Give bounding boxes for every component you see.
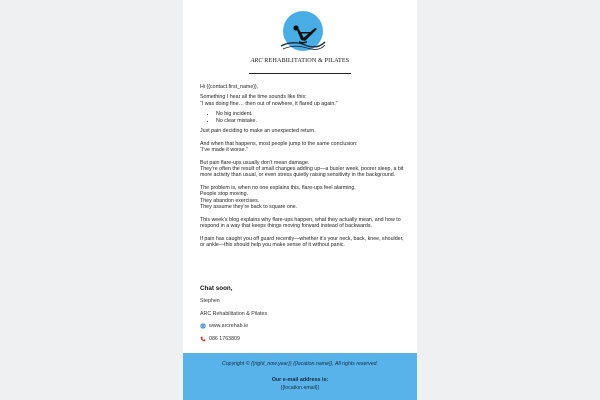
website-link[interactable]: www.arcrehab.ie [209,323,249,329]
list-item: • No big incident. [216,111,406,117]
paragraph: They’re often the result of small changes adding up—a busier week, poorer sleep, a bit more activity than usual, or even stress quietly raising sensitivity in the background. [200,166,404,179]
signoff-company: ARC Rehabilitation & Pilates [200,311,268,317]
bullet-list [200,111,406,124]
paragraph: Just pain deciding to make an unexpected return. [200,128,316,135]
phone-number[interactable]: 086 1763809 [209,336,240,342]
paragraph: This week’s blog explains why flare-ups happen, what they actually mean, and how to respond in a way that keeps things moving forward instead of backwards. [200,216,401,230]
divider [249,73,351,74]
chat-soon: Chat soon, [200,285,233,292]
email-container [183,0,417,400]
email-address-label: Our e-mail address is: [271,377,329,383]
paragraph: They abandon exercises. [200,197,260,204]
phone-icon [200,336,206,342]
footer [183,353,417,400]
signoff-name: Stephen [200,298,220,304]
logo [183,10,417,62]
greeting: Hi {{contact.first_name}}, [200,84,259,90]
logo-brand-rest: REHABILITATION & PILATES [262,57,350,64]
website-row[interactable] [200,323,248,329]
email-body [200,84,406,249]
logo-brand-arc: ARC [250,57,263,64]
paragraph: They assume they’re back to square one. [200,204,298,211]
quote: “I’ve made it worse.” [200,147,248,154]
paragraph: But pain flare-ups usually don’t mean damage. [200,159,310,166]
email-address-value[interactable]: {{location.email}} [280,385,320,391]
pilates-figure-icon [279,16,327,52]
quote: “I was doing fine… then out of nowhere, it flared up again.” [200,100,338,107]
paragraph: The problem is, when no one explains this, flare-ups feel alarming. [200,185,356,192]
copyright-text: Copyright © {{right_now.year}} {{location.name}}, All rights reserved. [222,361,378,367]
globe-icon [200,323,206,329]
logo-brand-text [183,57,417,64]
paragraph: Something I hear all the time sounds like this: [200,94,307,101]
paragraph: People stop moving. [200,191,248,198]
paragraph: And when that happens, most people jump to the same conclusion: [200,140,358,147]
paragraph: If pain has caught you off guard recently—whether it’s your neck, back, knee, shoulder, or ankle—this should help you make sense of it without panic. [200,235,404,249]
list-item: • No clear mistake. [216,118,406,124]
phone-row[interactable] [200,336,240,342]
